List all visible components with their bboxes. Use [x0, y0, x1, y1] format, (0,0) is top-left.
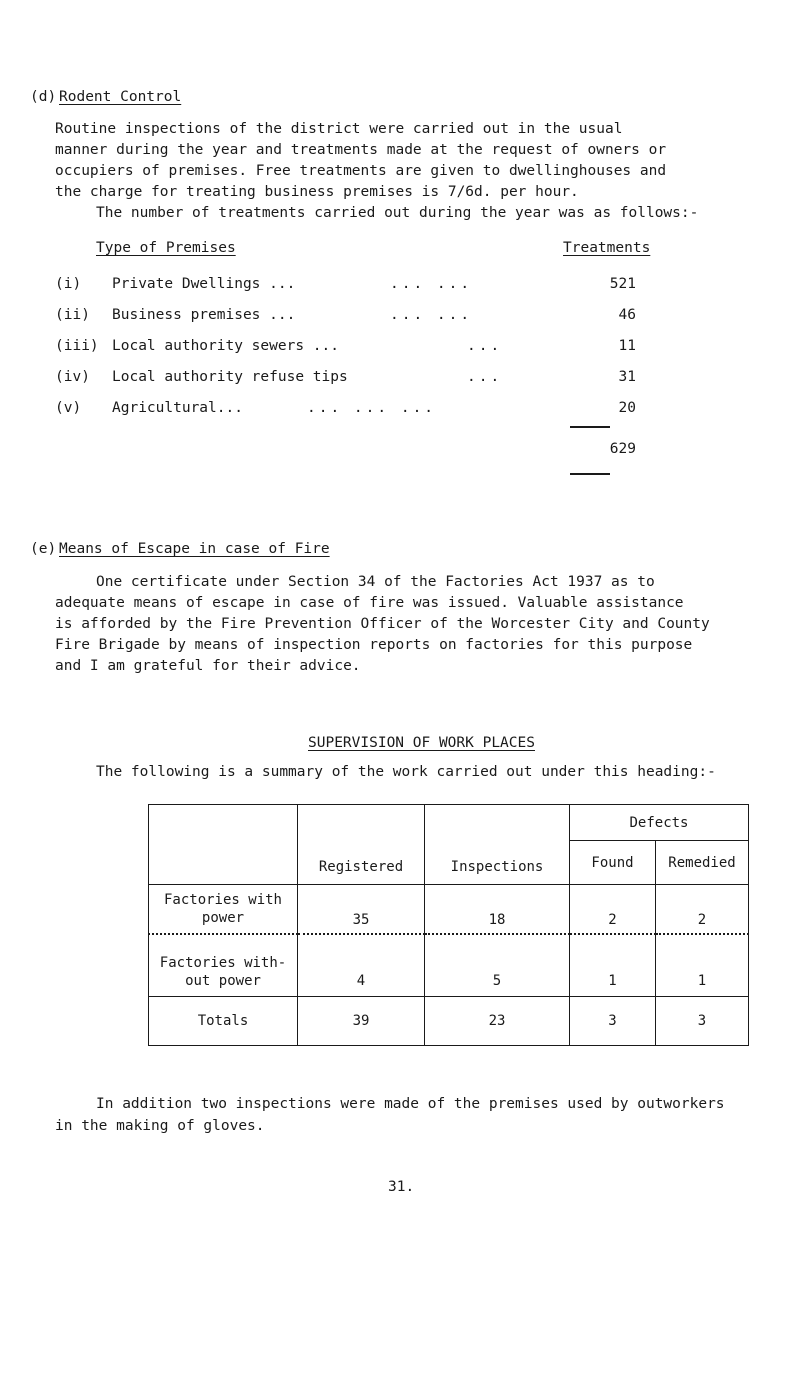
escape-para-line: Fire Brigade by means of inspection reports on factories for this purpose: [55, 637, 693, 653]
header-inspections: Inspections: [425, 805, 570, 885]
row-label-factories-without-power: [149, 934, 298, 997]
total-rule-top: [570, 426, 610, 428]
totals-remedied: 3: [656, 997, 749, 1046]
escape-para-line: and I am grateful for their advice.: [55, 658, 361, 674]
row-number: (v): [55, 400, 82, 416]
row-value: 46: [618, 307, 636, 323]
row-label-line: out power: [185, 973, 261, 989]
cell-inspections: 18: [425, 885, 570, 934]
row-leader-dots: ... ... ...: [307, 400, 437, 416]
row-number: (iii): [55, 338, 99, 354]
col-treatments: Treatments: [563, 240, 651, 256]
rodent-para-line: the charge for treating business premises is 7/6d. per hour.: [55, 184, 579, 200]
row-value: 521: [609, 276, 636, 292]
workplaces-table: [148, 804, 749, 1046]
page-number: 31.: [388, 1179, 415, 1195]
escape-section-label: (e): [30, 541, 57, 557]
rodent-para-line: Routine inspections of the district were carried out in the usual: [55, 121, 623, 137]
supervision-heading: SUPERVISION OF WORK PLACES: [308, 735, 535, 751]
row-leader-dots: ... ...: [390, 307, 473, 323]
row-label-line: Factories with: [163, 891, 282, 908]
row-value: 20: [618, 400, 636, 416]
closing-line: in the making of gloves.: [55, 1118, 265, 1134]
col-type-of-premises: Type of Premises: [96, 240, 236, 256]
cell-inspections: 5: [425, 934, 570, 997]
row-label-line: Factories with-: [159, 955, 287, 971]
row-label: Private Dwellings ...: [112, 276, 296, 292]
row-leader-dots: ...: [467, 338, 503, 354]
escape-paragraph: [55, 572, 785, 677]
row-label: Local authority refuse tips: [112, 369, 348, 385]
row-leader-dots: ...: [467, 369, 503, 385]
cell-remedied: 1: [656, 934, 749, 997]
rodent-paragraph: [55, 119, 785, 203]
row-value: 11: [618, 338, 636, 354]
totals-found: 3: [570, 997, 656, 1046]
closing-paragraph: [55, 1093, 785, 1137]
row-label-line: power: [201, 909, 245, 926]
row-label-factories-with-power: [149, 885, 298, 934]
closing-line: In addition two inspections were made of the premises used by outworkers: [96, 1096, 725, 1112]
escape-para-line: One certificate under Section 34 of the Factories Act 1937 as to: [96, 574, 655, 590]
row-label: Agricultural...: [112, 400, 243, 416]
table-corner-cell: [149, 805, 298, 885]
total-rule-bottom: [570, 473, 610, 475]
cell-remedied: 2: [656, 885, 749, 934]
totals-label: Totals: [149, 997, 298, 1046]
row-leader-dots: ... ...: [390, 276, 473, 292]
rodent-para-line: manner during the year and treatments made at the request of owners or: [55, 142, 667, 158]
header-found: Found: [570, 841, 656, 885]
escape-para-line: adequate means of escape in case of fire was issued. Valuable assistance: [55, 595, 684, 611]
cell-registered: 35: [298, 885, 425, 934]
totals-inspections: 23: [425, 997, 570, 1046]
header-remedied: Remedied: [656, 841, 749, 885]
row-label: Local authority sewers ...: [112, 338, 339, 354]
escape-heading: Means of Escape in case of Fire: [59, 541, 330, 557]
rodent-intro: The number of treatments carried out during the year was as follows:-: [96, 205, 699, 221]
cell-found: 1: [570, 934, 656, 997]
row-number: (iv): [55, 369, 90, 385]
cell-registered: 4: [298, 934, 425, 997]
rodent-para-line: occupiers of premises. Free treatments are given to dwellinghouses and: [55, 163, 667, 179]
escape-para-line: is afforded by the Fire Prevention Officer of the Worcester City and County: [55, 616, 710, 632]
rodent-heading: Rodent Control: [59, 89, 182, 105]
header-defects: Defects: [570, 805, 749, 841]
treatments-total: 629: [609, 441, 636, 457]
row-number: (ii): [55, 307, 90, 323]
totals-registered: 39: [298, 997, 425, 1046]
row-value: 31: [618, 369, 636, 385]
row-label: Business premises ...: [112, 307, 296, 323]
header-registered: Registered: [298, 805, 425, 885]
cell-found: 2: [570, 885, 656, 934]
supervision-intro: The following is a summary of the work carried out under this heading:-: [96, 764, 716, 780]
rodent-section-label: (d): [30, 89, 57, 105]
row-number: (i): [55, 276, 82, 292]
